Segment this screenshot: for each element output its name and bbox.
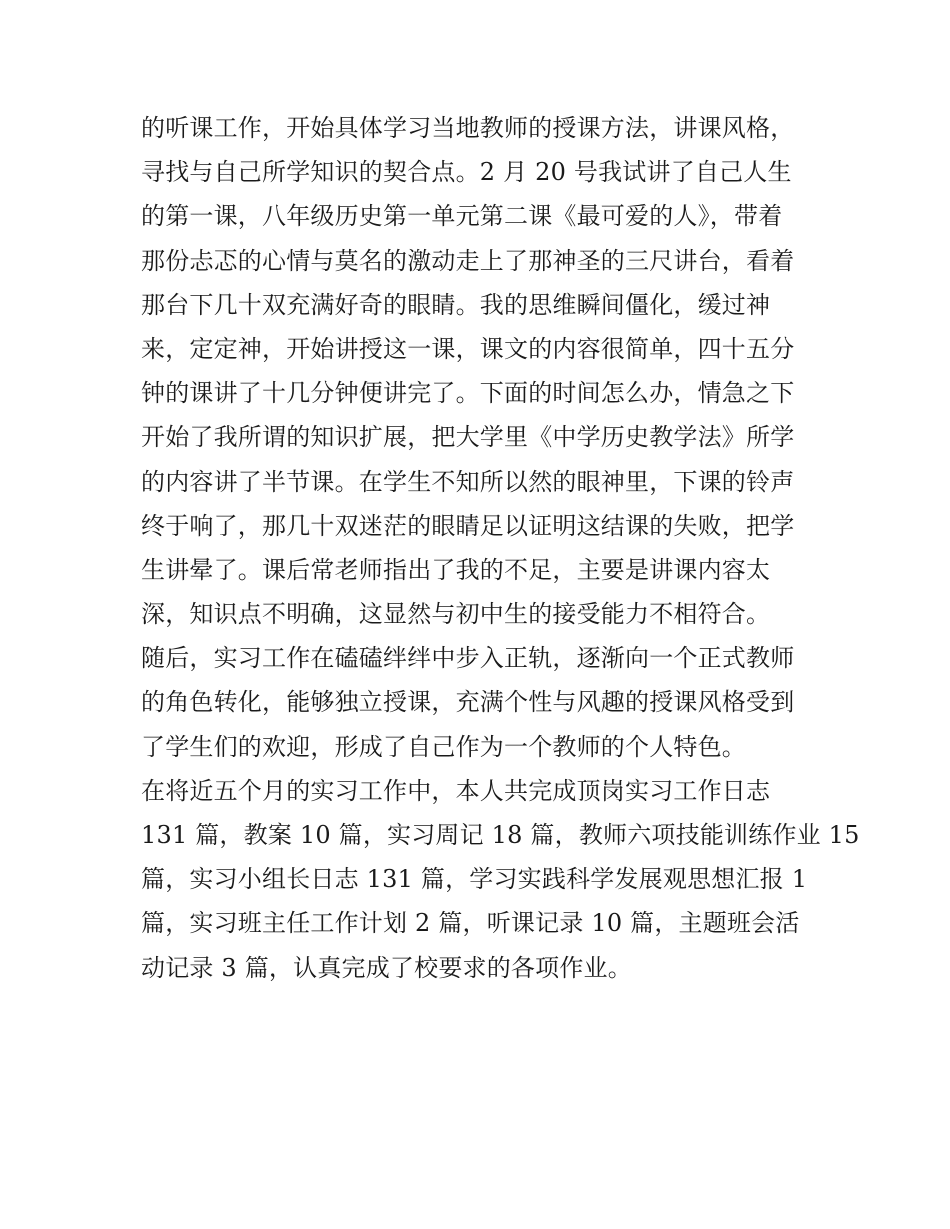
text-line: 钟的课讲了十几分钟便讲完了。下面的时间怎么办，情急之下 [141,379,795,408]
text-line: 深，知识点不明确，这显然与初中生的接受能力不相符合。 [141,600,771,629]
text-line: 篇，实习班主任工作计划 2 篇，听课记录 10 篇，主题班会活 [141,909,800,938]
text-line: 篇，实习小组长日志 131 篇，学习实践科学发展观思想汇报 1 [141,865,808,894]
text-line: 寻找与自己所学知识的契合点。2 月 20 号我试讲了自己人生 [141,158,792,187]
text-line: 动记录 3 篇，认真完成了校要求的各项作业。 [141,953,632,982]
text-line: 终于响了，那几十双迷茫的眼睛足以证明这结课的失败，把学 [141,511,795,540]
text-line: 131 篇，教案 10 篇，实习周记 18 篇，教师六项技能训练作业 15 [141,821,860,849]
text-line: 开始了我所谓的知识扩展，把大学里《中学历史教学法》所学 [141,423,795,452]
text-line: 那台下几十双充满好奇的眼睛。我的思维瞬间僵化，缓过神 [141,290,771,319]
text-line: 的内容讲了半节课。在学生不知所以然的眼神里，下课的铃声 [141,467,795,496]
text-line: 随后，实习工作在磕磕绊绊中步入正轨，逐渐向一个正式教师 [141,644,795,673]
text-line: 了学生们的欢迎，形成了自己作为一个教师的个人特色。 [141,732,746,761]
text-line: 的角色转化，能够独立授课，充满个性与风趣的授课风格受到 [141,688,795,717]
text-line: 的听课工作，开始具体学习当地教师的授课方法，讲课风格， [141,114,795,142]
body-text [141,106,860,990]
text-line: 生讲晕了。课后常老师指出了我的不足，主要是讲课内容太 [141,555,771,584]
text-line: 在将近五个月的实习工作中，本人共完成顶岗实习工作日志 [141,776,771,805]
text-line: 来，定定神，开始讲授这一课，课文的内容很简单，四十五分 [141,334,795,363]
text-line: 那份忐忑的心情与莫名的激动走上了那神圣的三尺讲台，看着 [141,246,795,275]
text-line: 的第一课，八年级历史第一单元第二课《最可爱的人》，带着 [141,202,783,231]
